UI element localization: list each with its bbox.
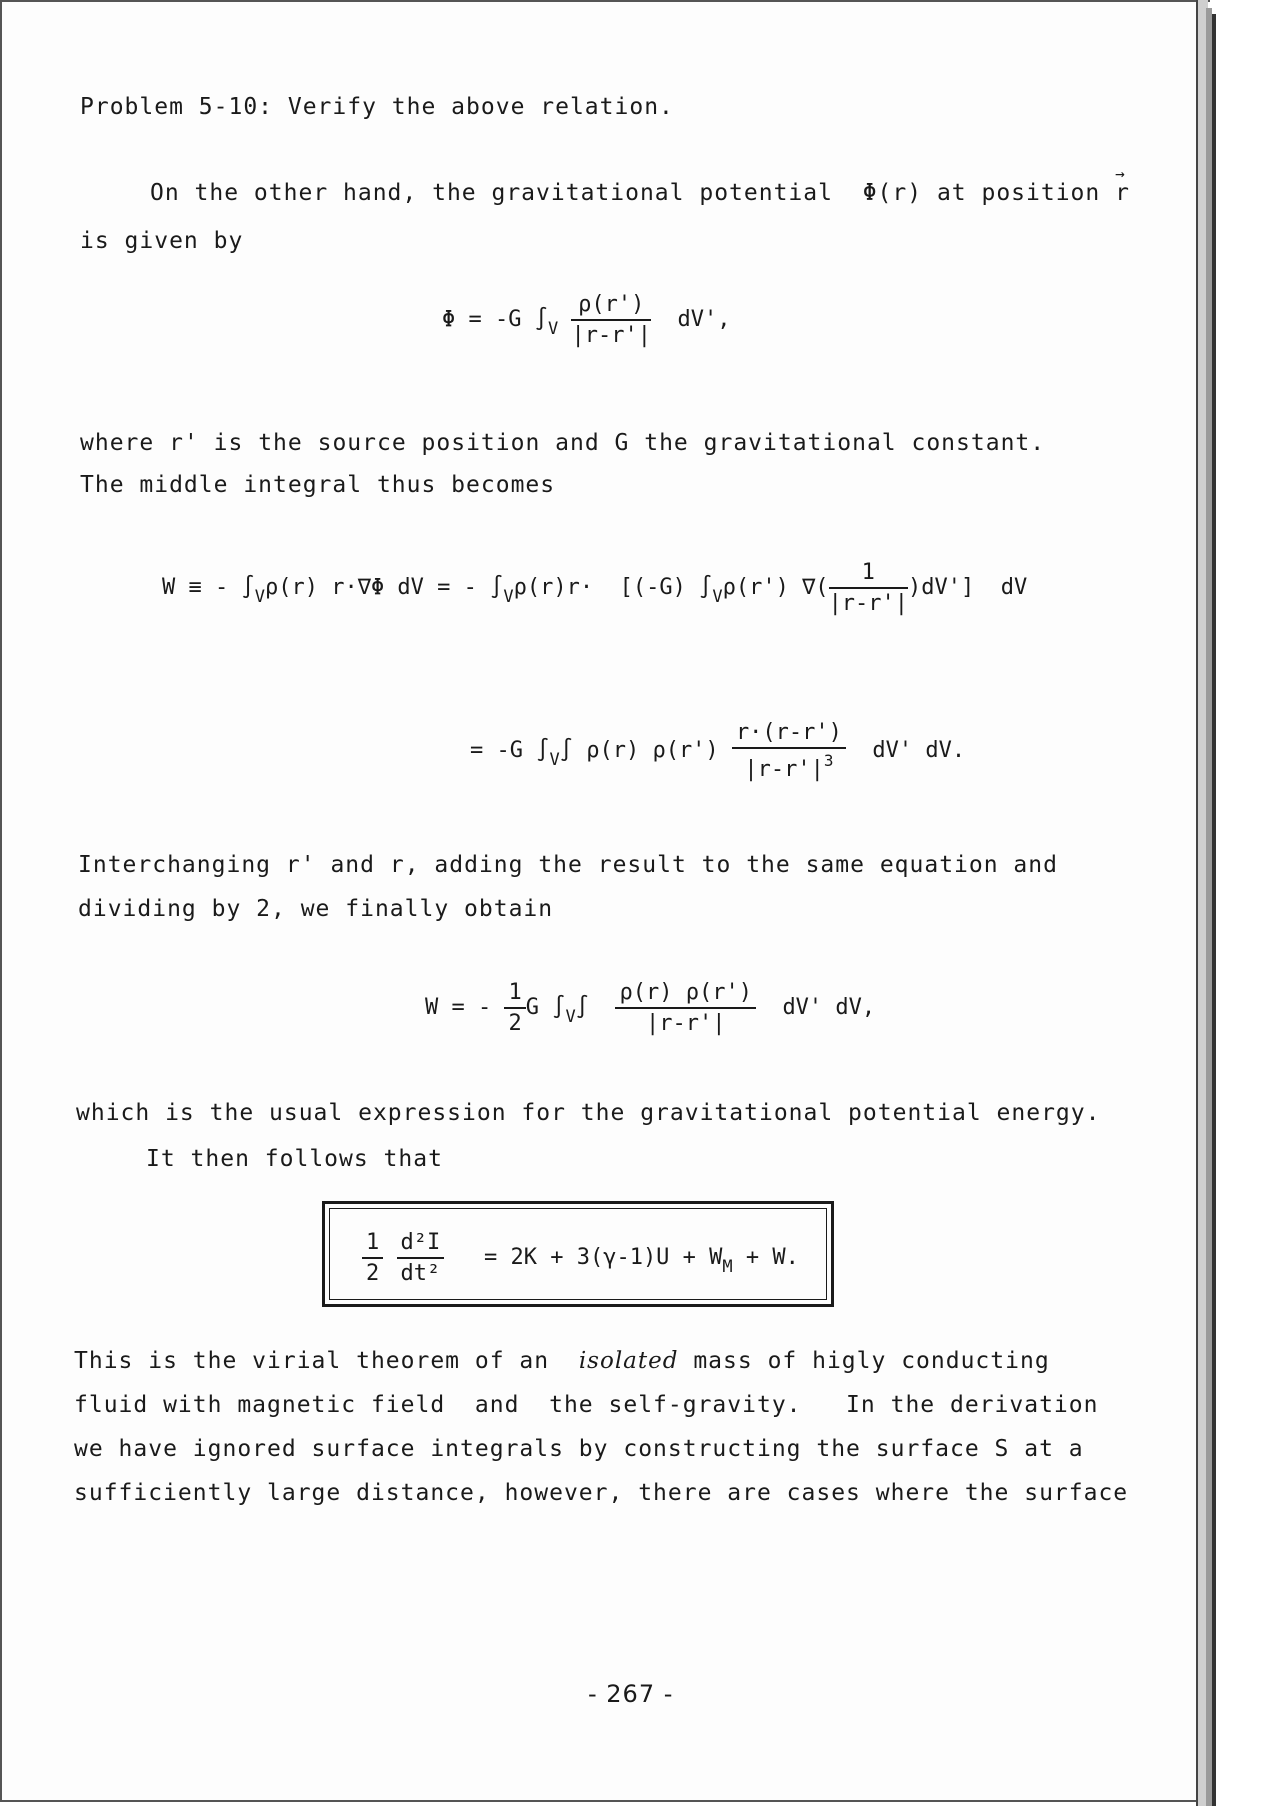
paragraph-1-line-1: On the other hand, the gravitational potential Φ(r) at position → r: [150, 180, 1130, 206]
paragraph-4-line-2: It then follows that: [146, 1146, 443, 1172]
page-number: - 267 -: [588, 1680, 674, 1708]
paragraph-4-line-1: which is the usual expression for the gravitational potential energy.: [76, 1100, 1101, 1126]
paragraph-2-line-2: The middle integral thus becomes: [80, 472, 556, 498]
paragraph-1-line-2: is given by: [80, 228, 244, 254]
paragraph-3-line-1: Interchanging r' and r, adding the result to the same equation and: [78, 852, 1058, 878]
paragraph-5-line-2: fluid with magnetic field and the self-gravity. In the derivation: [74, 1392, 1099, 1418]
virial-theorem-equation: $\frac{1}{2}$ $\frac{\text{d²I}}{\text{dt²}}$ = $2K + 3(\gamma-1)U + W_M + W$.: [362, 1230, 799, 1286]
equation-potential: Φ = -G $\int_V$ $\frac{\rho(r')}{|r-r'|}$ dV',: [442, 292, 731, 348]
paragraph-5-line-1: This is the virial theorem of an isolated mass of higly conducting: [74, 1348, 1050, 1374]
equation-virial-w: W ≡ - $\int_V\rho(r)$ r·∇Φ dV = - $\int_V\rho(r)r\cdot [(-G)$ $\int_V\rho(r')$ ∇( $\frac{1}{|r-r'|}$ )dV'] dV: [162, 560, 1028, 616]
equation-double-integral: = -G $\int_V\int$ ρ(r) ρ(r') $\frac{r\cdot(r-r')}{|r-r'|^3}$ dV' dV.: [470, 720, 966, 782]
paragraph-5-line-3: we have ignored surface integrals by constructing the surface S at a: [74, 1436, 1084, 1462]
paragraph-2-line-1: where r' is the source position and G the gravitational constant.: [80, 430, 1046, 456]
paragraph-5-line-4: sufficiently large distance, however, there are cases where the surface: [74, 1480, 1129, 1506]
paragraph-3-line-2: dividing by 2, we finally obtain: [78, 896, 554, 922]
equation-potential-energy: W = - $\frac{1}{2}$ G $\int_V\int$ $\frac{\rho(r) \rho(r')}{|r-r'|}$ dV' dV,: [425, 980, 876, 1036]
page-edge-border: [1212, 14, 1216, 1806]
problem-statement: Problem 5-10: Verify the above relation.: [80, 94, 674, 120]
